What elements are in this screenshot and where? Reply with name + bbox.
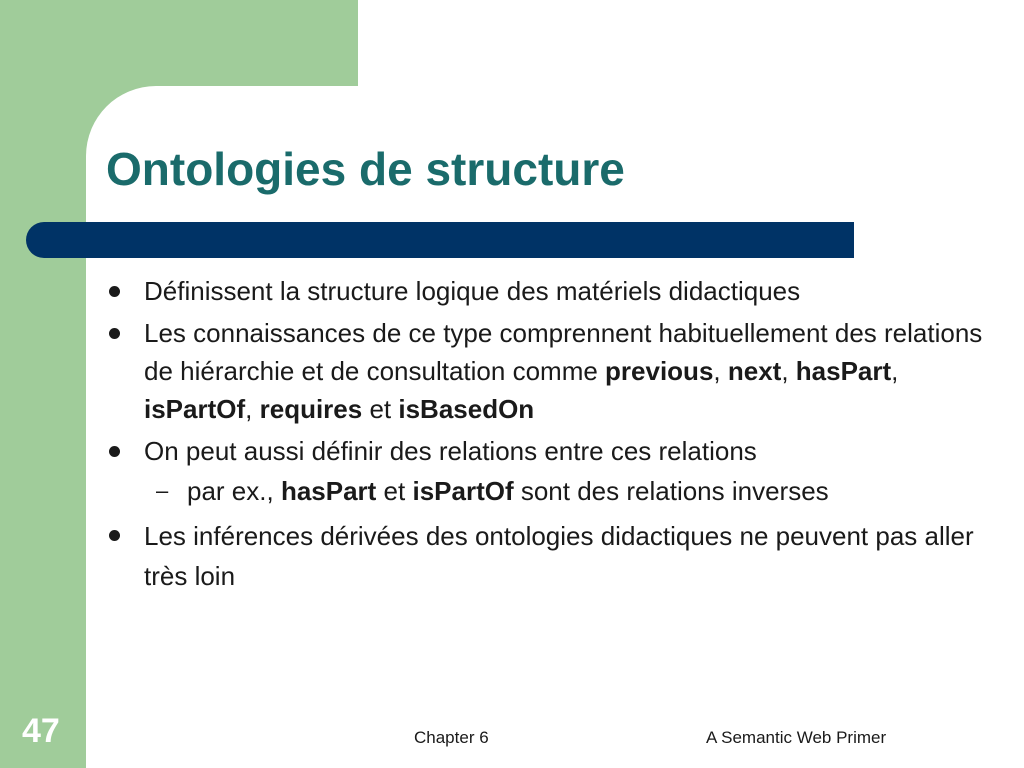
bullet-item bbox=[104, 314, 984, 428]
keyword-requires: requires bbox=[259, 394, 363, 424]
bullet-list bbox=[104, 272, 984, 596]
keyword-previous: previous bbox=[605, 356, 714, 386]
bullet-dot-icon bbox=[109, 286, 120, 297]
footer-chapter: Chapter 6 bbox=[414, 728, 489, 747]
keyword-isbasedon: isBasedOn bbox=[398, 394, 535, 424]
separator: et bbox=[362, 394, 399, 424]
bullet-text: Les inférences dérivées des ontologies didactiques ne peuvent pas aller très loin bbox=[144, 521, 974, 591]
separator: , bbox=[245, 394, 260, 424]
footer-book-title: A Semantic Web Primer bbox=[706, 728, 887, 747]
keyword-next: next bbox=[727, 356, 782, 386]
keyword-ispartof: isPartOf bbox=[412, 476, 514, 506]
slide-number: 47 bbox=[22, 712, 60, 750]
bullet-text: On peut aussi définir des relations entre ces relations bbox=[144, 436, 757, 466]
bullet-text: Les connaissances de ce type comprennent habituellement des relations de hiérarchie et de consultation comme bbox=[144, 318, 983, 386]
keyword-haspart: hasPart bbox=[795, 356, 892, 386]
bullet-dot-icon bbox=[109, 328, 120, 339]
bullet-item bbox=[104, 432, 984, 510]
bullet-dot-icon bbox=[109, 446, 120, 457]
separator: , bbox=[713, 356, 728, 386]
bullet-dot-icon bbox=[109, 530, 120, 541]
slide-title: Ontologies de structure bbox=[106, 143, 625, 195]
separator: , bbox=[781, 356, 796, 386]
sub-bullet-item bbox=[144, 472, 984, 510]
sub-bullet-list bbox=[144, 472, 984, 510]
bullet-text: Définissent la structure logique des matériels didactiques bbox=[144, 276, 801, 306]
keyword-ispartof: isPartOf bbox=[144, 394, 246, 424]
dash-icon: – bbox=[156, 478, 169, 503]
title-underline-bar bbox=[26, 222, 854, 258]
bullet-item bbox=[104, 516, 984, 596]
separator: , bbox=[891, 356, 899, 386]
bullet-item bbox=[104, 272, 984, 310]
keyword-haspart: hasPart bbox=[280, 476, 377, 506]
sub-bullet-text: et bbox=[376, 476, 413, 506]
sub-bullet-text: par ex., bbox=[187, 476, 281, 506]
sub-bullet-text: sont des relations inverses bbox=[513, 476, 829, 506]
